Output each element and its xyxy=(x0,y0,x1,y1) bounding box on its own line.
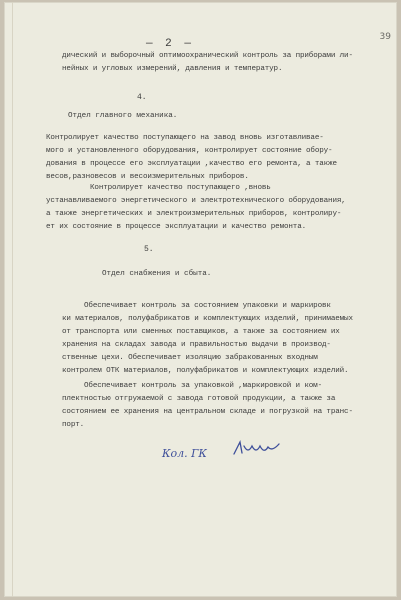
text-line: ки материалов, полуфабрикатов и комплектующих изделий, принимаемых xyxy=(62,315,353,323)
text-line: Контролирует качество поступающего на завод вновь изготавливае- xyxy=(46,134,324,142)
archive-page-number: 39 xyxy=(379,32,391,42)
text-line: нейных и угловых измерений, давления и температур. xyxy=(62,65,283,73)
text-line: а также энергетических и электроизмерительных приборов, контролиру- xyxy=(46,210,342,218)
page-number: — 2 — xyxy=(145,38,194,50)
signature-block xyxy=(162,442,207,461)
text-line: состоянием ее хранения на центральном складе и погрузкой на транс- xyxy=(62,408,353,416)
text-line: контролем ОТК материалов, полуфабрикатов и комплектующих изделий. xyxy=(62,367,349,375)
text-line: Обеспечивает контроль за состоянием упаковки и маркировк xyxy=(84,302,331,310)
text-line: хранения на складах завода и правильностью выдачи в производ- xyxy=(62,341,331,349)
section-number: 4. xyxy=(137,93,147,102)
text-line: устанавливаемого энергетического и электротехнического оборудования, xyxy=(46,197,346,205)
text-line: Обеспечивает контроль за упаковкой ,маркировкой и ком- xyxy=(84,382,322,390)
handwritten-signature-icon xyxy=(232,438,282,458)
section-number: 5. xyxy=(144,245,154,254)
page-fold-line xyxy=(12,2,13,597)
text-line: дический и выборочный оптимоохранический контроль за приборами ли- xyxy=(62,52,353,60)
section-title: Отдел главного механика. xyxy=(68,112,178,120)
text-line: дования в процессе его эксплуатации ,качество его ремонта, а также xyxy=(46,160,337,168)
text-line: Контролирует качество поступающего ,вновь xyxy=(90,184,271,192)
text-line: мого и установленного оборудования, контролирует состояние обору- xyxy=(46,147,333,155)
text-line: от транспорта или сменных поставщиков, а также за состоянием их xyxy=(62,328,340,336)
section-title: Отдел снабжения и сбыта. xyxy=(102,270,212,278)
text-line: плектностью отгружаемой с завода готовой продукции, а также за xyxy=(62,395,336,403)
document-page xyxy=(4,2,397,597)
text-line: ет их состояние в процессе эксплуатации и качество ремонта. xyxy=(46,223,307,231)
text-line: весов,разновесов и весоизмерительных приборов. xyxy=(46,173,249,181)
signature-reference: Кол. ГК xyxy=(162,447,207,460)
text-line: ственные цехи. Обеспечивает изоляцию забракованных входным xyxy=(62,354,318,362)
text-line: порт. xyxy=(62,421,85,429)
